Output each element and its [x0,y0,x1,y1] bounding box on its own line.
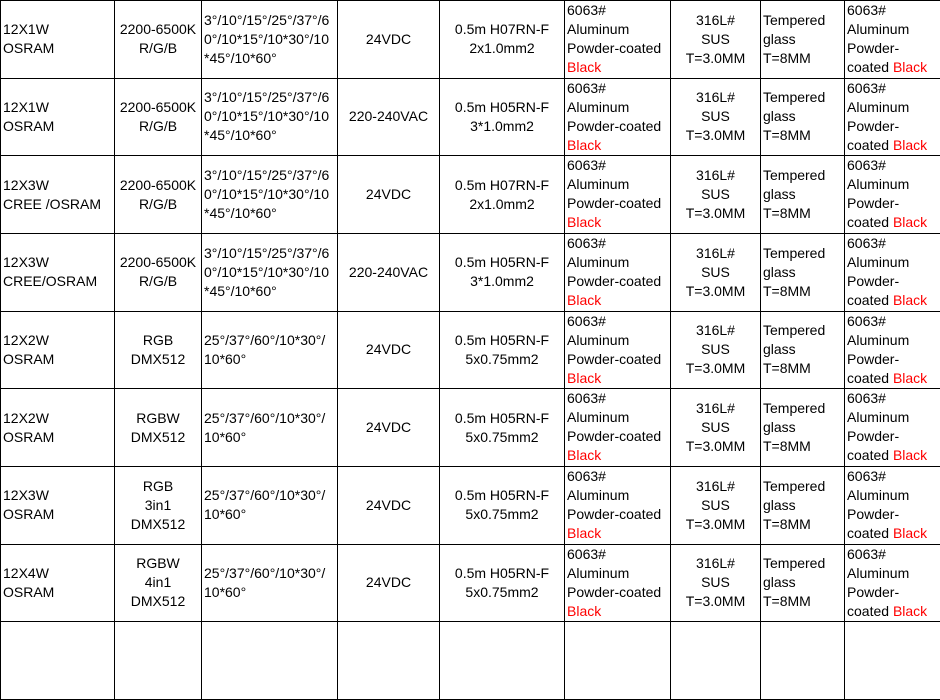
body-material-cell [565,78,671,156]
cell-line: 6063# [847,390,886,406]
cell-line: RGBW [136,555,180,571]
cell-line: 316L# [696,89,735,105]
cell-line: 12X4W [3,565,49,581]
glass-cell [761,78,845,156]
cell-line: 316L# [696,322,735,338]
table-row [1,233,940,311]
cell-line: coated [847,137,893,153]
cell-line: 25°/37°/60°/10*30°/ [204,565,325,581]
cell-line: Powder-coated [567,195,661,211]
body-material-cell [565,1,671,79]
cell-line: 316L# [696,400,735,416]
cell-line: Aluminum [847,565,909,581]
empty-cell [671,622,761,700]
cover-material-cell [845,544,940,622]
cell-line: SUS [701,186,730,202]
led-cell [1,156,115,234]
spec-table-body [1,1,940,700]
voltage-cell [338,1,440,79]
cell-line: Aluminum [847,332,909,348]
cell-line: 6063# [847,313,886,329]
cell-line: 316L# [696,555,735,571]
led-cell [1,544,115,622]
cell-line: R/G/B [139,196,177,212]
cell-line: Powder- [847,428,899,444]
screw-cell [671,1,761,79]
cell-line: glass [763,31,796,47]
beam-angle-cell [202,156,338,234]
voltage-value: 220-240VAC [349,264,428,280]
cell-line: 0.5m H05RN-F [455,487,549,503]
cell-line: coated [847,603,893,619]
color-cell [115,156,202,234]
cell-line: Tempered [763,245,825,261]
finish-label: Black [567,292,601,308]
cell-line: 0.5m H05RN-F [455,99,549,115]
cell-line: T=3.0MM [686,438,746,454]
voltage-cell [338,389,440,467]
cell-line: 6063# [847,80,886,96]
voltage-cell [338,311,440,389]
cell-line: 0.5m H05RN-F [455,254,549,270]
cell-line: Powder- [847,584,899,600]
cover-material-cell [845,78,940,156]
voltage-value: 24VDC [366,497,411,513]
cell-line: T=8MM [763,593,811,609]
cell-line: 12X3W [3,177,49,193]
cell-line: glass [763,108,796,124]
finish-label: Black [893,603,927,619]
cell-line: 6063# [847,2,886,18]
finish-label: Black [893,370,927,386]
cell-line: Aluminum [567,21,629,37]
cell-line: *45°/10*60° [204,205,277,221]
beam-angle-cell [202,311,338,389]
cell-line: OSRAM [3,351,54,367]
cell-line: Powder-coated [567,273,661,289]
cell-line: Powder- [847,118,899,134]
glass-cell [761,1,845,79]
cell-line: coated [847,214,893,230]
led-cell [1,466,115,544]
cell-line: RGB [143,332,173,348]
cell-line: RGB [143,478,173,494]
cell-line: T=8MM [763,205,811,221]
cell-line: Powder-coated [567,584,661,600]
cell-line: 6063# [847,468,886,484]
cable-cell [440,1,565,79]
body-material-cell [565,233,671,311]
cell-line: coated [847,447,893,463]
cell-line: 6063# [567,80,606,96]
color-cell [115,311,202,389]
cell-line: Aluminum [567,176,629,192]
cell-line: R/G/B [139,118,177,134]
table-row [1,622,940,700]
cell-line: 12X1W [3,21,49,37]
cell-line: Aluminum [567,99,629,115]
cell-line: Aluminum [847,99,909,115]
beam-angle-cell [202,78,338,156]
cell-line: glass [763,574,796,590]
screw-cell [671,233,761,311]
cell-line: Powder-coated [567,428,661,444]
cell-line: 5x0.75mm2 [465,429,538,445]
cell-line: coated [847,525,893,541]
cell-line: 6063# [567,390,606,406]
cell-line: 2x1.0mm2 [469,40,534,56]
led-cell [1,1,115,79]
cell-line: 5x0.75mm2 [465,584,538,600]
table-row [1,1,940,79]
cell-line: 316L# [696,478,735,494]
cell-line: T=3.0MM [686,360,746,376]
cell-line: 6063# [567,313,606,329]
cell-line: T=3.0MM [686,127,746,143]
glass-cell [761,233,845,311]
cell-line: SUS [701,497,730,513]
cell-line: *45°/10*60° [204,50,277,66]
cell-line: DMX512 [131,351,185,367]
finish-label: Black [567,137,601,153]
led-cell [1,389,115,467]
cell-line: 12X3W [3,254,49,270]
cell-line: OSRAM [3,118,54,134]
cable-cell [440,311,565,389]
cell-line: Tempered [763,478,825,494]
table-row [1,389,940,467]
empty-cell [845,622,940,700]
cell-line: Powder- [847,351,899,367]
cell-line: 3*1.0mm2 [470,118,534,134]
table-row [1,156,940,234]
color-cell [115,233,202,311]
finish-label: Black [893,292,927,308]
cell-line: 2200-6500K [120,21,196,37]
empty-cell [1,622,115,700]
cell-line: 25°/37°/60°/10*30°/ [204,410,325,426]
cell-line: RGBW [136,410,180,426]
cell-line: Tempered [763,400,825,416]
cell-line: 25°/37°/60°/10*30°/ [204,487,325,503]
cell-line: *45°/10*60° [204,127,277,143]
cell-line: 10*60° [204,351,246,367]
cell-line: Aluminum [847,176,909,192]
cell-line: Tempered [763,167,825,183]
cell-line: 6063# [567,235,606,251]
finish-label: Black [567,370,601,386]
cell-line: 6063# [567,2,606,18]
cell-line: OSRAM [3,584,54,600]
color-cell [115,466,202,544]
voltage-cell [338,156,440,234]
screw-cell [671,78,761,156]
cell-line: 3*1.0mm2 [470,273,534,289]
cell-line: glass [763,264,796,280]
screw-cell [671,544,761,622]
screw-cell [671,466,761,544]
led-cell [1,233,115,311]
cell-line: SUS [701,108,730,124]
beam-angle-cell [202,466,338,544]
cell-line: Aluminum [847,21,909,37]
cell-line: glass [763,497,796,513]
cable-cell [440,78,565,156]
cell-line: Aluminum [567,409,629,425]
cell-line: SUS [701,264,730,280]
beam-angle-cell [202,544,338,622]
cell-line: T=8MM [763,50,811,66]
empty-cell [338,622,440,700]
cell-line: 2200-6500K [120,177,196,193]
cell-line: 316L# [696,12,735,28]
voltage-value: 24VDC [366,574,411,590]
table-row [1,78,940,156]
cell-line: 4in1 [145,574,171,590]
glass-cell [761,466,845,544]
cell-line: 10*60° [204,429,246,445]
finish-label: Black [893,137,927,153]
cell-line: R/G/B [139,273,177,289]
empty-cell [115,622,202,700]
voltage-cell [338,544,440,622]
cell-line: *45°/10*60° [204,283,277,299]
cell-line: T=3.0MM [686,205,746,221]
cell-line: T=8MM [763,516,811,532]
color-cell [115,389,202,467]
cell-line: Aluminum [567,254,629,270]
color-cell [115,1,202,79]
cover-material-cell [845,1,940,79]
finish-label: Black [893,59,927,75]
cell-line: Powder-coated [567,506,661,522]
cell-line: SUS [701,574,730,590]
cell-line: OSRAM [3,40,54,56]
cell-line: Powder- [847,506,899,522]
table-row [1,544,940,622]
empty-cell [202,622,338,700]
cell-line: 2200-6500K [120,254,196,270]
cell-line: 0.5m H07RN-F [455,177,549,193]
cell-line: 6063# [567,157,606,173]
cell-line: DMX512 [131,593,185,609]
cell-line: Tempered [763,89,825,105]
cell-line: 6063# [847,546,886,562]
cell-line: Aluminum [567,332,629,348]
cell-line: 0°/10*15°/10*30°/10 [204,186,329,202]
cover-material-cell [845,466,940,544]
cell-line: 2x1.0mm2 [469,196,534,212]
voltage-value: 24VDC [366,31,411,47]
cell-line: 12X2W [3,332,49,348]
body-material-cell [565,544,671,622]
led-cell [1,311,115,389]
cell-line: 0°/10*15°/10*30°/10 [204,31,329,47]
cover-material-cell [845,156,940,234]
cover-material-cell [845,311,940,389]
cell-line: SUS [701,419,730,435]
voltage-value: 24VDC [366,419,411,435]
cell-line: Aluminum [567,487,629,503]
glass-cell [761,544,845,622]
cell-line: Powder- [847,195,899,211]
cell-line: T=8MM [763,438,811,454]
cell-line: 3°/10°/15°/25°/37°/6 [204,12,329,28]
cell-line: T=3.0MM [686,516,746,532]
beam-angle-cell [202,233,338,311]
cell-line: OSRAM [3,506,54,522]
cell-line: Powder-coated [567,40,661,56]
body-material-cell [565,466,671,544]
beam-angle-cell [202,389,338,467]
cell-line: 0.5m H05RN-F [455,332,549,348]
screw-cell [671,311,761,389]
cell-line: T=8MM [763,360,811,376]
cell-line: 0.5m H07RN-F [455,21,549,37]
voltage-value: 220-240VAC [349,108,428,124]
cell-line: T=3.0MM [686,283,746,299]
cell-line: Powder-coated [567,351,661,367]
body-material-cell [565,156,671,234]
body-material-cell [565,311,671,389]
cell-line: 12X2W [3,410,49,426]
color-cell [115,78,202,156]
led-cell [1,78,115,156]
cable-cell [440,466,565,544]
cell-line: Aluminum [847,487,909,503]
cell-line: 316L# [696,245,735,261]
cell-line: Powder-coated [567,118,661,134]
cell-line: Aluminum [567,565,629,581]
cell-line: coated [847,59,893,75]
cell-line: 5x0.75mm2 [465,351,538,367]
cell-line: 5x0.75mm2 [465,506,538,522]
cell-line: Powder- [847,273,899,289]
cell-line: 3°/10°/15°/25°/37°/6 [204,89,329,105]
cell-line: Tempered [763,12,825,28]
cable-cell [440,544,565,622]
cell-line: T=3.0MM [686,50,746,66]
cell-line: 3°/10°/15°/25°/37°/6 [204,245,329,261]
cell-line: Aluminum [847,409,909,425]
table-row [1,466,940,544]
cell-line: 0°/10*15°/10*30°/10 [204,264,329,280]
glass-cell [761,156,845,234]
cell-line: coated [847,292,893,308]
cable-cell [440,389,565,467]
glass-cell [761,311,845,389]
cell-line: 12X3W [3,487,49,503]
cell-line: Powder- [847,40,899,56]
empty-cell [565,622,671,700]
finish-label: Black [893,447,927,463]
cell-line: T=3.0MM [686,593,746,609]
body-material-cell [565,389,671,467]
cell-line: T=8MM [763,127,811,143]
glass-cell [761,389,845,467]
cable-cell [440,233,565,311]
cable-cell [440,156,565,234]
voltage-value: 24VDC [366,186,411,202]
cell-line: coated [847,370,893,386]
cell-line: 0.5m H05RN-F [455,410,549,426]
cell-line: 0°/10*15°/10*30°/10 [204,108,329,124]
empty-cell [761,622,845,700]
table-row [1,311,940,389]
finish-label: Black [567,447,601,463]
voltage-cell [338,78,440,156]
voltage-cell [338,466,440,544]
cell-line: 6063# [567,468,606,484]
cover-material-cell [845,233,940,311]
cell-line: 10*60° [204,506,246,522]
cover-material-cell [845,389,940,467]
cell-line: 2200-6500K [120,99,196,115]
cell-line: CREE/OSRAM [3,273,97,289]
cell-line: 12X1W [3,99,49,115]
finish-label: Black [567,59,601,75]
cell-line: Tempered [763,555,825,571]
cell-line: CREE /OSRAM [3,196,101,212]
empty-cell [440,622,565,700]
cell-line: T=8MM [763,283,811,299]
cell-line: 25°/37°/60°/10*30°/ [204,332,325,348]
beam-angle-cell [202,1,338,79]
color-cell [115,544,202,622]
cell-line: DMX512 [131,429,185,445]
cell-line: 6063# [847,157,886,173]
screw-cell [671,156,761,234]
cell-line: 316L# [696,167,735,183]
cell-line: Tempered [763,322,825,338]
finish-label: Black [567,214,601,230]
finish-label: Black [893,525,927,541]
finish-label: Black [567,603,601,619]
cell-line: 6063# [847,235,886,251]
cell-line: glass [763,186,796,202]
finish-label: Black [567,525,601,541]
cell-line: 10*60° [204,584,246,600]
cell-line: OSRAM [3,429,54,445]
cell-line: glass [763,341,796,357]
cell-line: DMX512 [131,516,185,532]
cell-line: R/G/B [139,40,177,56]
voltage-value: 24VDC [366,341,411,357]
cell-line: 6063# [567,546,606,562]
cell-line: 0.5m H05RN-F [455,565,549,581]
screw-cell [671,389,761,467]
cell-line: SUS [701,341,730,357]
cell-line: 3°/10°/15°/25°/37°/6 [204,167,329,183]
cell-line: Aluminum [847,254,909,270]
cell-line: 3in1 [145,497,171,513]
cell-line: glass [763,419,796,435]
finish-label: Black [893,214,927,230]
cell-line: SUS [701,31,730,47]
voltage-cell [338,233,440,311]
